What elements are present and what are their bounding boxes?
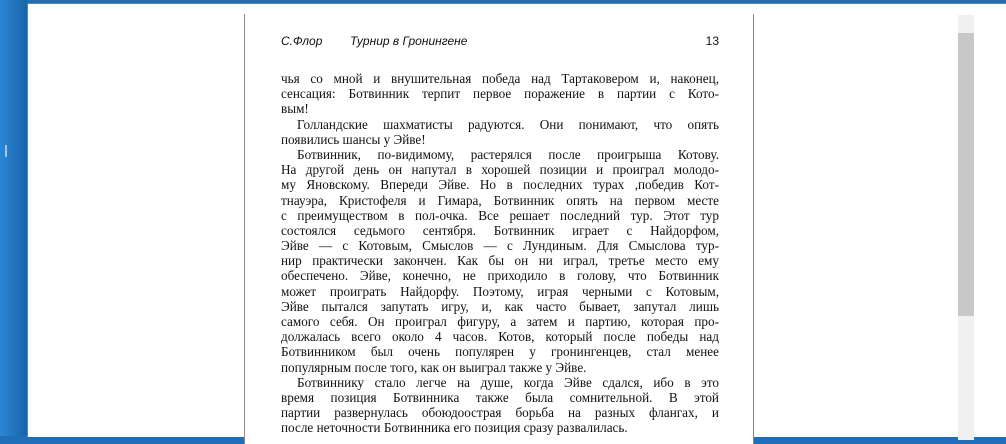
- text-line: Ботвинник, по-видимому, растерялся после проигрыша Котову.: [297, 146, 719, 162]
- text-line: Эйве пытался запутать игру, и, как часто бывает, запутал лишь: [281, 298, 719, 314]
- text-line: может проиграть Найдорфу. Поэтому, играя черными с Котовым,: [281, 283, 719, 299]
- page-body-text: [281, 71, 719, 436]
- text-line: состоялся седьмого сентября. Ботвинник играет с Найдорфом,: [281, 222, 719, 238]
- text-line: время позиция Ботвинника также была сомнительной. В этой: [281, 389, 719, 405]
- text-line: с преимуществом в пол-очка. Все решает последний тур. Этот тур: [281, 207, 719, 223]
- header-author: С.Флор: [281, 34, 323, 48]
- text-line: тнауэра, Кристофеля и Гимара, Ботвинник опять на первом месте: [281, 192, 719, 208]
- text-line: самого себя. Он проиграл фигуру, а затем и партию, которая про-: [281, 314, 719, 329]
- document-page: [244, 14, 754, 444]
- text-line: му Яновскому. Впереди Эйве. Но в последних турах ,победив Кот-: [281, 177, 719, 193]
- text-line: после неточности Ботвинника его позиция сразу развалилась.: [281, 420, 628, 436]
- text-line: Эйве — с Котовым, Смыслов — с Лундиным. Для Смыслова тур-: [281, 238, 719, 254]
- window-edge-marker: [5, 145, 7, 157]
- text-line: Голландские шахматисты радуются. Они понимают, что опять: [297, 116, 719, 132]
- text-line: сенсация: Ботвинник терпит первое поражение в партии с Кото-: [281, 86, 719, 102]
- text-line: вым!: [281, 101, 309, 117]
- scrollbar-thumb[interactable]: [958, 33, 974, 316]
- text-line: Ботвинником был очень популярен у гронингенцев, стал менее: [281, 344, 719, 360]
- page-number: 13: [705, 34, 719, 48]
- vertical-scrollbar[interactable]: [958, 15, 974, 440]
- text-line: появились шансы у Эйве!: [281, 131, 426, 147]
- text-line: партии развернулась обоюдоострая борьба на разных флангах, и: [281, 405, 719, 421]
- running-header: [281, 34, 719, 50]
- header-title: Турнир в Гронингене: [350, 34, 468, 48]
- text-line: нир практически закончен. Как бы он ни играл, третье место ему: [281, 253, 719, 269]
- document-viewer[interactable]: [27, 3, 1006, 437]
- text-line: Ботвиннику стало легче на душе, когда Эйве сдался, ибо в это: [297, 374, 719, 390]
- text-line: На другой день он напутал в хорошей позиции и проиграл молодо-: [281, 162, 719, 178]
- text-line: популярным после того, как он выиграл также у Эйве.: [281, 359, 587, 375]
- text-line: обеспечено. Эйве, конечно, не приходило в голову, что Ботвинник: [281, 268, 719, 284]
- text-line: чья со мной и внушительная победа над Тартаковером и, наконец,: [281, 71, 719, 86]
- desktop-background-strip: [0, 0, 27, 436]
- text-line: должалась всего около 4 часов. Котов, который после победы над: [281, 329, 719, 345]
